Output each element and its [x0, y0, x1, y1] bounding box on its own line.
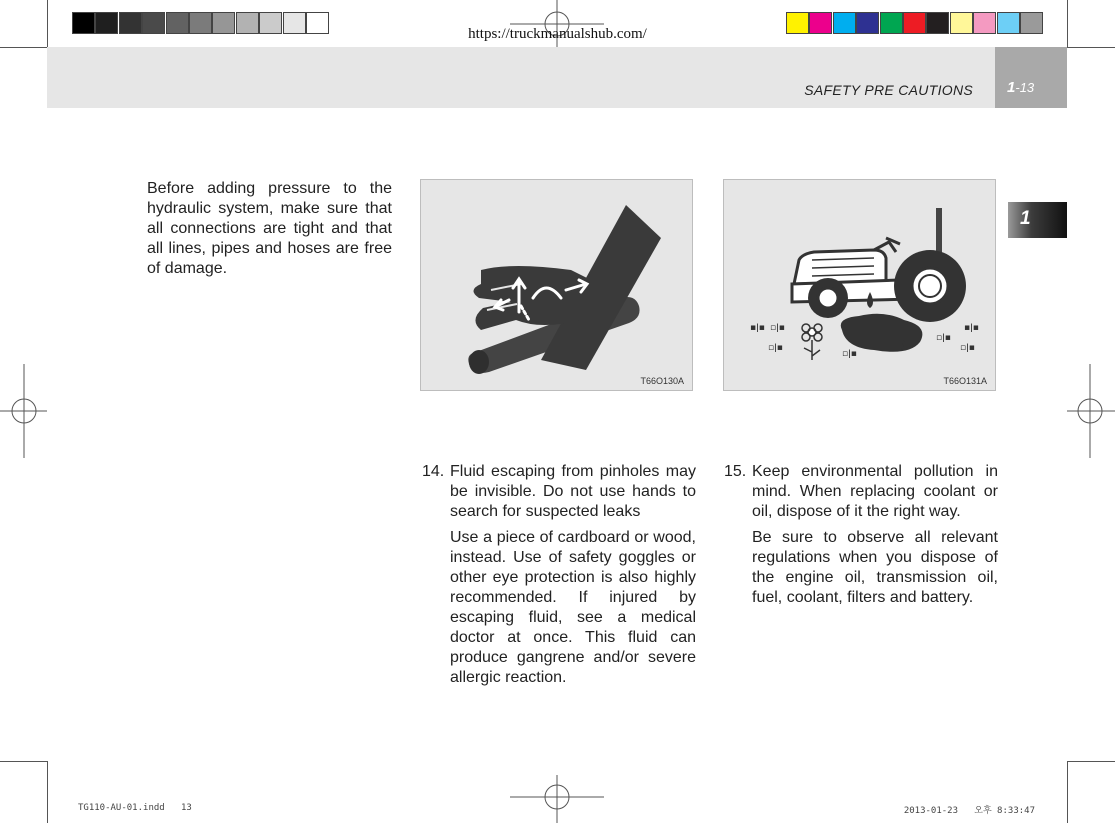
- item-lead-text: Fluid escaping from pinholes may be invisible. Do not use hands to search for suspected leaks: [450, 463, 696, 520]
- figure-tractor-pollution: [723, 179, 996, 391]
- footer-timestamp: 2013-01-23 오후 8:33:47: [903, 806, 1035, 816]
- page-number: [1007, 79, 1034, 96]
- item-body-text: Be sure to observe all relevant regulations when you dispose of the engine oil, transmission oil, fuel, coolant, filters and battery.: [752, 529, 998, 606]
- item-number: 14.: [422, 463, 445, 480]
- svg-text:▫ǀ▪: ▫ǀ▪: [842, 349, 857, 359]
- tractor-pollution-icon: [724, 180, 995, 390]
- page-number-tab: [995, 47, 1067, 108]
- svg-text:▫ǀ▪: ▫ǀ▪: [768, 343, 783, 353]
- svg-text:▪ǀ▪: ▪ǀ▪: [964, 323, 979, 333]
- hand-hose-leak-icon: [421, 180, 692, 390]
- figure-hose-leak: [420, 179, 693, 391]
- svg-text:▫ǀ▪: ▫ǀ▪: [770, 323, 785, 333]
- svg-text:▫ǀ▪: ▫ǀ▪: [960, 343, 975, 353]
- chapter-tab-number: 1: [1020, 208, 1031, 229]
- chapter-tab: [1008, 202, 1067, 238]
- source-url: https://truckmanualshub.com/: [468, 26, 647, 42]
- figure-code: T66O130A: [640, 376, 684, 386]
- svg-text:▫ǀ▪: ▫ǀ▪: [936, 333, 951, 343]
- section-title: SAFETY PRE CAUTIONS: [804, 82, 973, 98]
- footer-file-info: TG110-AU-01.indd 13: [78, 803, 192, 813]
- item-body-text: Use a piece of cardboard or wood, instead. Use of safety goggles or other eye protection is also highly recommended. If injured by escaping fluid, see a medical doctor at once. This fluid can produce gangrene and/or severe allergic reaction.: [450, 529, 696, 686]
- page-chapter: 1: [1007, 79, 1016, 96]
- page-index: 13: [1019, 80, 1035, 95]
- svg-text:▪ǀ▪: ▪ǀ▪: [750, 323, 765, 333]
- intro-paragraph: Before adding pressure to the hydraulic system, make sure that all connections are tight and that all lines, pipes and hoses are free of damage.: [147, 180, 392, 277]
- header-band: [47, 47, 1067, 108]
- figure-code: T66O131A: [943, 376, 987, 386]
- page-separator: -: [1015, 80, 1020, 95]
- item-number: 15.: [724, 463, 747, 480]
- item-lead-text: Keep environmental pollution in mind. When replacing coolant or oil, dispose of it the right way.: [752, 463, 998, 520]
